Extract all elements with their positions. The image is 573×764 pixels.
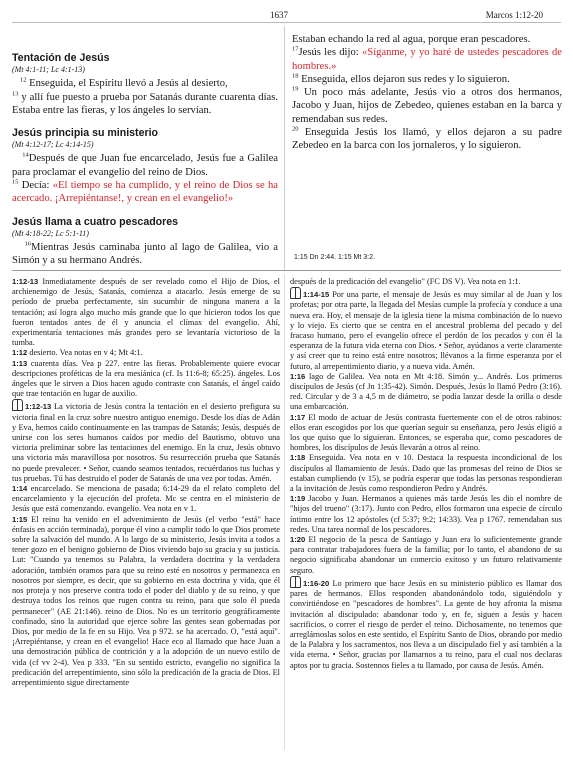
study-note xyxy=(12,484,280,515)
note-text: cuarenta días. Vea p 227. entre las fieras. Probablemente quiere evocar descripciones proféticas de la era mesiánica (cf. Is 11:6-8; 65:25). ángeles. Los ángeles que le sirven a Dios hacen agudo contraste con Satanás, el ángel caído que trae tentación en lugar de auxilio. xyxy=(12,358,281,399)
verse-17 xyxy=(292,46,562,73)
column-divider xyxy=(284,26,285,270)
section-fishermen xyxy=(12,216,278,268)
verse-15 xyxy=(12,179,278,206)
verse-number: 12 xyxy=(19,76,27,84)
verse-text: Jesús les dijo: xyxy=(298,47,359,59)
devotional-note xyxy=(12,399,280,484)
study-note xyxy=(290,413,562,454)
verse-number: 18 xyxy=(292,72,299,80)
jesus-words: «Síganme, y yo haré de ustedes pescadores de hombres.» xyxy=(292,47,562,72)
verse-text: Enseguida, el Espíritu llevó a Jesús al desierto, xyxy=(29,78,228,90)
verse-number: 20 xyxy=(292,125,299,133)
law-gospel-icon xyxy=(12,399,23,411)
study-notes-left xyxy=(12,277,280,688)
study-note xyxy=(290,535,562,576)
note-reference: 1:12-13 xyxy=(25,402,55,412)
verse-number: 16 xyxy=(24,240,31,248)
notes-rule xyxy=(12,270,561,271)
note-text: Lo primero que hace Jesús en su ministerio público es llamar dos pares de hermanos. Ellos responden abandonándolo todo, siguiéndolo y convirtiéndose en "pescadores de hombres". La gente de hoy afronta la misma invitación al discipulado: abandonar todo y, en fe, siguen a Jesús y hacen sacrificios, o correr el riesgo de perder el reino. Dichosamente, no tenemos que arreglárnoslas solos en este sentido, el Espíritu Santo de Dios, obrando por medio de la Palabra y los sacramentos, nos lleva a un discipulado fiel y así también a la vida eterna. • Señor, gracias por llamarnos a tu reino, para el cual nos declaras aptos por tu gracia. Sostennos fieles a tu llamado, por causa de Jesús. Amén. xyxy=(290,578,562,670)
study-note xyxy=(290,277,562,287)
verse-14 xyxy=(12,152,278,179)
section-title: Jesús llama a cuatro pescadores xyxy=(12,215,179,228)
study-note xyxy=(290,372,562,413)
note-reference: 1:16-20 xyxy=(303,578,333,588)
verse-text: Un poco más adelante, Jesús vio a otros dos hermanos, Jacobo y Juan, hijos de Zebedeo, quienes estaban en la barca y remendaban sus redes. xyxy=(292,87,562,125)
verse-text: Enseguida Jesús los llamó, y ellos dejaron a su padre Zebedeo en la barca con los jornaleros, y lo siguieron. xyxy=(292,127,563,152)
note-reference: 1:20 xyxy=(290,535,309,545)
note-reference: 1:13 xyxy=(12,358,31,368)
page-number: 1637 xyxy=(270,10,288,20)
notes-column-divider xyxy=(284,274,285,750)
section-parallel-ref: (Mt 4:18-22; Lc 5:1-11) xyxy=(12,228,89,238)
note-reference: 1:14 xyxy=(12,484,31,494)
law-gospel-icon xyxy=(290,287,301,299)
note-text: Enseguida. Vea nota en v 10. Destaca la respuesta incondicional de los discípulos al llamamiento de Jesús. Dado que las promesas del reino de Dios se estaban cumpliendo (v 15), se podría esperar que todas las personas respondieran a la invitación de Jesús como respondieron Pedro y Andrés. xyxy=(290,453,562,494)
verse-text: Después de que Juan fue encarcelado, Jesús fue a Galilea para proclamar el evangelio del reino de Dios. xyxy=(12,153,279,178)
note-text: lago de Galilea. Vea nota en Mt 4:18. Simón y... Andrés. Los primeros discípulos de Jesús (cf Jn 1:35-42). Simón. Después, Jesús lo llamó Pedro (3:16). red. Circular y de 3 a 4,5 m de diámetro, se podía lanzar desde la orilla o desde una embarcación. xyxy=(290,371,562,412)
cross-references: 1:15 Dn 2:44. 1:15 Mt 3:2. xyxy=(294,254,375,261)
jesus-words: «El tiempo se ha cumplido, y el reino de Dios se ha acercado. ¡Arrepiéntanse!, y crean en el evangelio!» xyxy=(12,180,278,205)
verse-text: Enseguida, ellos dejaron sus redes y lo siguieron. xyxy=(301,73,510,85)
note-text: Por una parte, el mensaje de Jesús es muy similar al de Juan y los profetas; por otra parte, la llegada del Mesías cumple la profecía y conduce a una nueva era. Hoy, el mensaje de la iglesia tiene la misma combinación de lo nuevo y lo viejo. Es cierto que se centra en el ancestral problema del pecado y del fracaso humano, pero el evangelio ofrece el perdón de los pecados y con él la esperanza de la futura vida eterna con Dios. • Señor, ayúdanos a verte claramente y así creer que tu reino está entre nosotros; llévanos a la firme esperanza por el futuro, al arrepentimiento diario, y a nueva vida. Amén. xyxy=(290,290,562,371)
note-text: encarcelado. Se menciona de pasada; 6:14-29 da el relato completo del encarcelamiento y la ejecución del profeta. Mc se centra en el ministerio de Jesús que está comenzando. evangelio. Vea nota en v 1. xyxy=(12,484,280,514)
note-text: desierto. Vea notas en v 4; Mt 4:1. xyxy=(29,348,143,358)
verse-number: 13 xyxy=(12,90,19,98)
verse-number: 19 xyxy=(292,85,299,93)
verse-18 xyxy=(292,73,562,86)
note-reference: 1:14-15 xyxy=(303,290,333,300)
verse-20 xyxy=(292,126,562,153)
study-note xyxy=(12,359,280,400)
verse-19 xyxy=(292,86,562,126)
devotional-note xyxy=(290,287,562,372)
note-text: La victoria de Jesús contra la tentación en el desierto prefigura su victoria final en la cruz sobre nuestro antiguo enemigo. Desde los días de Adán y Eva, hemos caído continuamente en las trampas de Satanás; Jesús, después de unirse con los seres humanos caídos por medio del Bautismo, obtuvo una victoria preliminar sobre las tentaciones del enemigo. En la cruz, Jesús obtuvo una victoria más maravillosa por nosotros. Su resurrección prueba que Satanás no puede prevalecer. • Señor, cuando seamos tentados, recuérdanos tus luchas y tus pruebas. Tú has destruido el poder de Satanás de una vez por todas. Amén. xyxy=(12,402,280,483)
section-ministry xyxy=(12,127,278,205)
note-reference: 1:18 xyxy=(290,453,310,463)
note-text: después de la predicación del evangelio" (FC DS V). Vea nota en 1:1. xyxy=(290,277,521,286)
verse-12 xyxy=(12,77,278,90)
devotional-note xyxy=(290,576,562,671)
right-text-column xyxy=(292,33,562,153)
left-text-column xyxy=(12,52,278,278)
header-rule xyxy=(12,22,561,23)
study-note xyxy=(290,453,562,494)
note-text: Jacobo y Juan. Hermanos a quienes más tarde Jesús les dio el nombre de "hijos del trueno" (3:17). Junto con Pedro, ellos formaron una especie de círculo íntimo entre los 12 apóstoles (cf 5:37; 9:2; 14:33). Vea p 1767. remendaban sus redes. Una tarea normal de los pescadores. xyxy=(290,494,562,534)
section-parallel-ref: (Mt 4:1-11; Lc 4:1-13) xyxy=(12,65,85,75)
running-head: Marcos 1:12-20 xyxy=(485,10,543,20)
verse-number: 14 xyxy=(22,151,29,159)
note-text: El reino ha venido en el advenimiento de Jesús (el verbo "está" hace énfasis en acción terminada), porque él vino a cumplir todo lo que Dios promete sobre la salvación del mundo. A lo largo de su ministerio, Jesús invita a todos a tener gozo en el benigno gobierno de Dios viviendo bajo su gracia y su justicia. Lut: "Cuando ya tenemos su Palabra, la verdadera doctrina y la verdadera adoración, también oramos para que su reino esté en nosotros y permanezca en nosotros por siempre, es decir, que su gobierno en esta doctrina y vida, que él nos proteja y nos preserve contra todo el poder del diablo y de su reino, y que destruya todos los reinos que rugen contra su reino, para que solo él pueda permanecer" (AE 21:146). reino de Dios. No es un territorio geográficamente confinado, sino la autoridad que ejerce sobre las gentes sean gobernadas por Dios, por medio de la fe en su Hijo. Vea p 972. se ha acercado. O, "está aquí". ¡Arrepiéntanse, y crean en el evangelio! Hace eco al llamado que hace Juan a una demostración pública de contrición y a la adopción de un nuevo estilo de vida (cf vv 2-4). Vea p 333. "En su sentido estricto, evangelio no significa la predicación del arrepentimiento, sino sólo la predicación de la gracia de Dios. El arrepentimiento sigue directamente xyxy=(12,514,281,687)
verse-text: y allí fue puesto a prueba por Satanás durante cuarenta días. Estaba entre las fieras, y los ángeles lo servían. xyxy=(12,91,278,116)
verse-13 xyxy=(12,91,278,118)
law-gospel-icon xyxy=(290,576,301,588)
verse-number: 15 xyxy=(12,178,19,186)
verse-16-continued: Estaban echando la red al agua, porque eran pescadores. xyxy=(292,34,531,45)
verse-16 xyxy=(12,241,278,268)
note-reference: 1:19 xyxy=(290,494,309,504)
section-title: Jesús principia su ministerio xyxy=(12,127,159,140)
note-reference: 1:15 xyxy=(12,514,32,524)
study-notes-right xyxy=(290,277,562,671)
study-note xyxy=(12,515,280,688)
verse-number: 17 xyxy=(292,45,299,53)
section-parallel-ref: (Mt 4:12-17; Lc 4:14-15) xyxy=(12,140,94,150)
verse-text: Mientras Jesús caminaba junto al lago de Galilea, vio a Simón y a su hermano Andrés. xyxy=(12,241,278,267)
note-reference: 1:12-13 xyxy=(12,277,43,286)
note-reference: 1:12 xyxy=(12,348,30,358)
study-note xyxy=(12,348,280,358)
note-text: Inmediatamente después de ser revelado como el Hijo de Dios, el archienemigo de Jesús, Satanás, comienza a atacarlo. Jesús emerge de su período de prueba perfectamente, sin sucumbir de ninguna manera a la tentación; así logra algo mucho más grande que lo que hicieron todos los que fueron tentados antes de él y anuncia el clímax del evangelio. Ahí, experimentaría tentaciones más grandes pero se levantaría victorioso de la tumba. xyxy=(12,277,280,348)
note-text: El negocio de la pesca de Santiago y Juan era lo suficientemente grande para contratar trabajadores fuera de la familia; por lo tanto, el abandono de su negocio significaba abandonar un comercio exitoso y un futuro relativamente seguro. xyxy=(290,535,562,575)
section-title: Tentación de Jesús xyxy=(12,52,110,64)
section-temptation xyxy=(12,52,278,117)
note-text: El modo de actuar de Jesús contrasta fuertemente con el de otros rabinos: ellos eran escogidos por los que querían seguir su enseñanza, pero Jesús eligió a los que quiso que lo siguieran. Entonces, se esperaba que, como pescadores de hombres, los discípulos de Jesús llevarán a otros al reino. xyxy=(290,412,562,453)
note-reference: 1:16 xyxy=(290,371,309,381)
study-note xyxy=(290,494,562,535)
verse-text: Decía: xyxy=(21,180,50,192)
study-note xyxy=(12,277,280,348)
note-reference: 1:17 xyxy=(290,412,309,422)
